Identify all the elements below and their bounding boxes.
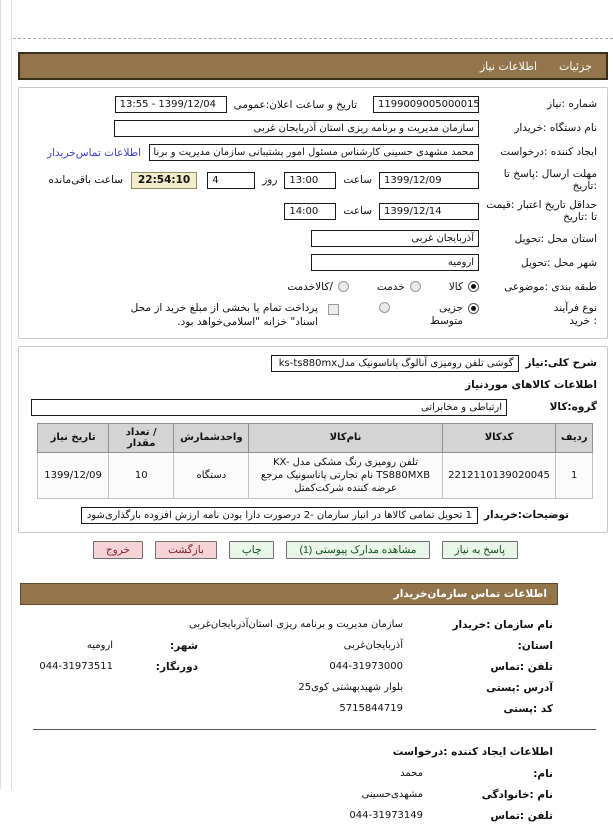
treasury-checkbox-label: پرداخت تمام یا بخشی از مبلغ خرید از محل اسناد" خزانه "اسلامی‌خواهد بود. [130, 302, 319, 328]
contact-province-label: استان: [517, 639, 553, 652]
last-name-label: نام :خانوادگی [481, 788, 553, 801]
tab-bar [18, 52, 608, 80]
left-divider [11, 0, 12, 789]
cell-quantity: 10 [109, 452, 174, 498]
cell-goods-name: تلفن رومیزی رنگ مشکی مدل KX-TS880MXB نام تجارتی پاناسونیک مرجع عرضه کننده شرکت‌کمتل [249, 452, 442, 498]
contact-fax-value: 044-31973511 [39, 661, 113, 673]
postal-code-label: کد :پستی [503, 702, 553, 715]
org-name-value: سازمان مدیریت و برنامه ریزی استان‌آذربایجان‌غربی [189, 619, 403, 631]
tab-need-info[interactable]: اطلاعات نیاز [479, 59, 538, 73]
option-service-label: خدمت [376, 280, 405, 293]
validity-hour-label: ساعت [343, 205, 372, 218]
option-goods-service-label: /کالاخدمت [287, 280, 333, 293]
reply-to-need-button[interactable]: پاسخ به نیاز [442, 541, 518, 559]
treasury-checkbox-option[interactable] [103, 302, 339, 329]
cell-row-number: 1 [556, 452, 593, 498]
option-goods-label: کالا [448, 280, 463, 293]
buyer-contact-section [18, 619, 553, 715]
goods-section-heading: اطلاعات کالاهای موردنیاز [465, 378, 597, 391]
row-phone-fax [18, 661, 553, 673]
need-desc-label: شرح کلی:نیاز [525, 357, 597, 370]
back-button[interactable]: بازگشت [155, 541, 217, 559]
postal-code-value: 5715844719 [339, 703, 403, 715]
row-need-number [27, 96, 597, 113]
option-medium[interactable] [379, 302, 390, 313]
cell-unit: دستگاه [174, 452, 249, 498]
row-creator [27, 144, 597, 161]
row-need-desc [27, 355, 597, 372]
row-validity [27, 199, 597, 223]
contact-fax-label: دورنگار: [155, 660, 198, 673]
header-goods-code: کدکالا [442, 423, 556, 452]
deadline-label: مهلت ارسال :پاسخ تا :تاریخ [503, 168, 597, 193]
row-province [27, 230, 597, 247]
deadline-hour-label: ساعت [343, 174, 372, 187]
header-row-number: ردیف [556, 423, 593, 452]
goods-table [37, 423, 593, 499]
header-goods-name: نام‌کالا [249, 423, 442, 452]
need-desc-box: گوشی تلفن رومیزی آنالوگ پاناسونیک مدلks-ts880mx [271, 355, 519, 372]
deadline-day-label: روز [262, 174, 278, 187]
city-field[interactable]: ارومیه [311, 254, 479, 271]
contact-address-label: آدرس :پستی [486, 681, 553, 694]
announce-datetime-field[interactable]: 13:55 - 1399/12/04 [115, 96, 227, 113]
creator-phone-label: تلفن :تماس [490, 809, 553, 822]
option-service[interactable] [377, 281, 421, 293]
group-field[interactable]: ارتباطی و مخابراتی [31, 399, 507, 416]
countdown-timer: 22:54:10 [131, 172, 197, 189]
radio-minor-selected-icon[interactable] [468, 303, 479, 314]
first-name-label: نام: [533, 767, 553, 780]
table-row [38, 452, 593, 498]
row-buyer-org [27, 120, 597, 137]
need-summary-panel [18, 87, 608, 339]
row-last-name [18, 789, 553, 801]
first-name-value: محمد [400, 768, 423, 780]
row-province-city [18, 640, 553, 652]
last-name-value: مشهدی‌حسینی [361, 789, 423, 801]
remaining-hours-label: ساعت باقی‌مانده [48, 174, 123, 187]
cell-need-date: 1399/12/09 [38, 452, 109, 498]
option-minor-label: جزیی [439, 302, 463, 315]
header-unit: واحدشمارش [174, 423, 249, 452]
radio-medium-icon[interactable] [379, 302, 390, 313]
row-creator-phone [18, 810, 553, 822]
city-label: شهر محل :تحویل [521, 256, 597, 269]
contact-address-value: بلوار شهیدبهشتی کوی25 [298, 682, 403, 694]
announce-label: تاریخ و ساعت اعلان:عمومی [233, 98, 357, 111]
option-goods-service[interactable] [287, 281, 349, 293]
tab-details[interactable]: جزئیات [559, 59, 592, 73]
creator-phone-value: 044-31973149 [349, 810, 423, 822]
row-city [27, 254, 597, 271]
province-label: استان محل :تحویل [514, 232, 597, 245]
notes-label: توضیحات:خریدار [484, 509, 569, 522]
action-buttons [18, 541, 518, 559]
row-first-name [18, 768, 553, 780]
process-type-label-line2: : خرید [569, 315, 597, 328]
contact-city-value: ارومیه [86, 640, 113, 652]
option-goods[interactable] [449, 281, 479, 293]
buyer-contact-link[interactable]: اطلاعات تماس‌خریدار [47, 146, 141, 159]
classification-label: طبقه بندی :موضوعی [504, 280, 597, 293]
province-field[interactable]: آذربایجان غربی [311, 230, 479, 247]
radio-goods-service-icon[interactable] [338, 281, 349, 292]
header-quantity: / تعداد مقدار [109, 423, 174, 452]
header-need-date: تاریخ نیاز [38, 423, 109, 452]
buyer-contact-header [20, 583, 558, 605]
process-type-label-line1: نوع فرآیند [553, 302, 597, 315]
creator-field[interactable]: محمد مشهدی حسینی کارشناس مسئول امور پشتیبانی سازمان مدیریت و برنا [149, 144, 479, 161]
contact-city-label: شهر: [170, 639, 198, 652]
contact-province-value: آذربایجان‌غربی [343, 640, 403, 652]
dashed-separator [13, 38, 613, 39]
org-name-label: نام سازمان :خریدار [452, 618, 553, 631]
validity-hour-field[interactable]: 14:00 [284, 203, 336, 220]
need-number-field[interactable]: 1199009005000015 [373, 96, 479, 113]
option-minor[interactable] [430, 302, 479, 328]
validity-date-field[interactable]: 1399/12/14 [379, 203, 479, 220]
row-classification [27, 278, 597, 295]
buyer-org-field[interactable]: سازمان مدیریت و برنامه ریزی استان آذربایجان غربی [114, 120, 479, 137]
creator-section [18, 768, 608, 822]
group-label: گروه:کالا [549, 401, 597, 413]
goods-panel [18, 346, 608, 533]
section-divider [33, 729, 596, 730]
row-deadline [27, 168, 597, 192]
row-postal-code [18, 703, 553, 715]
exit-button[interactable]: خروج [93, 541, 143, 559]
row-notes [27, 507, 569, 524]
buyer-contact-header-title: اطلاعات تماس سازمان‌خریدار [393, 587, 547, 600]
row-org-name [18, 619, 553, 631]
row-process-type [27, 302, 597, 329]
deadline-days-field[interactable]: 4 [207, 172, 255, 189]
creator-label: ایجاد کننده :درخواست [500, 146, 597, 159]
radio-goods-selected-icon[interactable] [468, 281, 479, 292]
validity-label: حداقل تاریخ اعتبار :قیمت تا :تاریخ [486, 199, 597, 224]
row-address [18, 682, 553, 694]
option-medium-label: متوسط [430, 315, 463, 328]
contact-phone-label: تلفن :تماس [490, 660, 553, 673]
goods-table-header-row [38, 423, 593, 452]
process-type-label [479, 302, 597, 328]
notes-box: 1 تحویل تمامی کالاها در انبار سازمان -2 درصورت دارا بودن نامه ارزش افزوده بارگذاری‌شود [81, 507, 478, 524]
deadline-hour-field[interactable]: 13:00 [284, 172, 336, 189]
view-attachments-button[interactable]: مشاهده مدارک پیوستی (1) [286, 541, 429, 559]
radio-service-icon[interactable] [410, 281, 421, 292]
deadline-date-field[interactable]: 1399/12/09 [379, 172, 479, 189]
buyer-org-label: نام دستگاه :خریدار [514, 122, 597, 135]
print-button[interactable]: چاپ [229, 541, 275, 559]
row-group [27, 399, 597, 416]
contact-phone-value: 044-31973000 [329, 661, 403, 673]
need-number-label: شماره :نیاز [547, 98, 597, 111]
cell-goods-code: 2212110139020045 [442, 452, 556, 498]
treasury-checkbox-icon[interactable] [328, 304, 339, 315]
creator-section-title: اطلاعات ایجاد کننده :درخواست [392, 745, 553, 758]
